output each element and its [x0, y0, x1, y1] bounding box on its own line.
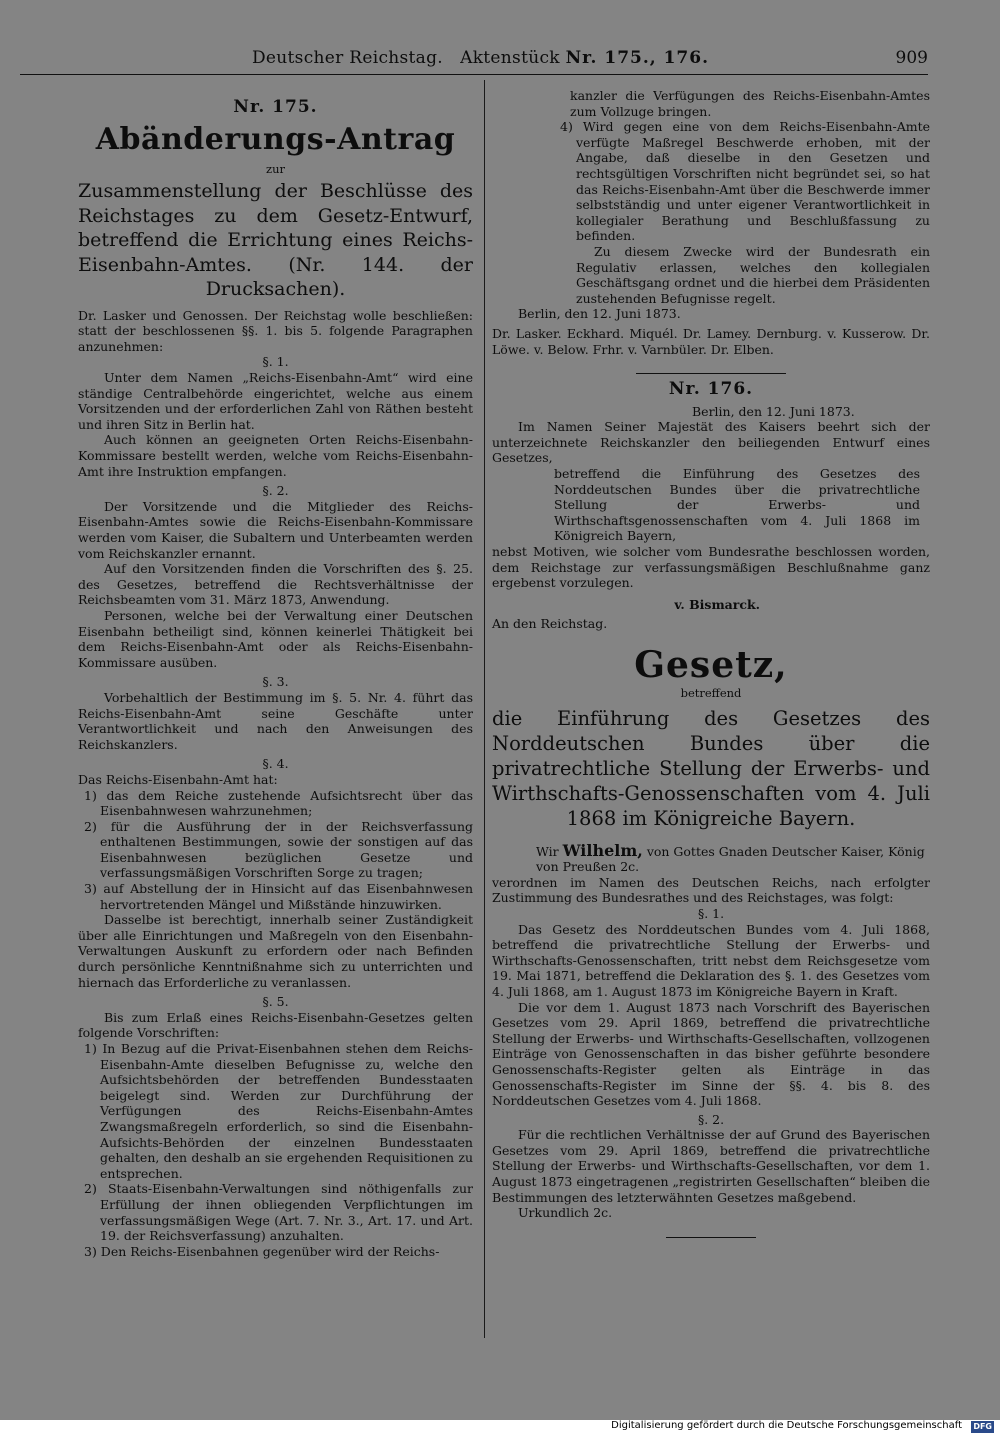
aktenstueck-label: Aktenstück	[460, 48, 560, 68]
section-5-intro: Bis zum Erlaß eines Reichs-Eisenbahn-Gesetzes gelten folgende Vorschriften:	[78, 1009, 473, 1041]
section-5-item: 1) In Bezug auf die Privat-Eisenbahnen stehen dem Reichs-Eisenbahn-Amte dieselben Befugnisse zu, welche den Aufsichtsbehörden der betreffenden Bundesstaaten beigelegt sind. Werden zur Durchführung der Verfügungen des Reichs-Eisenbahn-Amtes Zwangsmaßregeln erforderlich, so sind die Eisenbahn-Aufsichts-Behörden der einzelnen Bundesstaaten gehalten, den deshalb an sie ergehenden Requisitionen zu entsprechen.	[84, 1041, 473, 1181]
title-connector: zur	[266, 161, 285, 176]
place-date-175: Berlin, den 12. Juni 1873.	[518, 306, 681, 322]
monarch-titles: von Gottes Gnaden Deutscher Kaiser, König von Preußen 2c.	[536, 843, 925, 875]
section-4-heading: §. 4.	[262, 756, 289, 772]
document-numbers: Nr. 175., 176.	[565, 48, 710, 68]
section-4-intro: Das Reichs-Eisenbahn-Amt hat:	[78, 771, 278, 787]
section-2-heading: §. 2.	[262, 483, 289, 499]
end-rule	[666, 1237, 756, 1238]
section-3-paragraph-1: Vorbehaltlich der Bestimmung im §. 5. Nr. 4. führt das Reichs-Eisenbahn-Amt seine Geschäfte unter Verantwortlichkeit und nach den Anweisungen des Reichskanzlers.	[78, 689, 473, 752]
section-5-item: 2) Staats-Eisenbahn-Verwaltungen sind nöthigenfalls zur Erfüllung der ihnen obliegenden Verpflichtungen im verfassungsmäßigen Wege (Art. 7. Nr. 3., Art. 17. und Art. 19. der Reichsverfassung) anzuhalten.	[84, 1181, 473, 1244]
item-3-continuation: kanzler die Verfügungen des Reichs-Eisenbahn-Amtes zum Vollzuge bringen.	[570, 88, 930, 119]
doc-number-175: Nr. 175.	[233, 97, 318, 117]
enacting-formula	[492, 840, 930, 875]
monarch-name: Wilhelm,	[562, 840, 643, 860]
law-heading: Gesetz,	[634, 644, 788, 686]
section-1-paragraph-1: Unter dem Namen „Reichs-Eisenbahn-Amt“ wird eine ständige Centralbehörde eingerichtet, welche aus einem Vorsitzenden und der erforderlichen Zahl von Räthen besteht und ihren Sitz in Berlin hat.	[78, 370, 473, 432]
section-5-heading: §. 5.	[262, 994, 289, 1010]
section-4-paragraph-2: Dasselbe ist berechtigt, innerhalb seiner Zuständigkeit über alle Einrichtungen und Maßregeln von den Eisenbahn-Verwaltungen Auskunft zu erfordern oder nach Befinden durch persönliche Kenntnißnahme sich zu unterrichten und hiernach das Erforderliche zu veranlassen.	[78, 912, 473, 990]
intro-paragraph: Dr. Lasker und Genossen. Der Reichstag wolle beschließen: statt der beschlossenen §§. 1. bis 5. folgende Paragraphen anzunehmen:	[78, 307, 473, 354]
funding-note: Digitalisierung gefördert durch die Deutsche Forschungsgemeinschaft	[611, 1420, 962, 1431]
header-rule	[20, 74, 928, 75]
section-separator	[636, 373, 786, 374]
law-section-1-paragraph-2: Die vor dem 1. August 1873 nach Vorschrift des Bayerischen Gesetzes vom 29. April 1869, betreffend die privatrechtliche Stellung der Erwerbs- und Wirthschafts-Gesellschaften, vollzogenen Einträge von Genossenschaften in das bisher geführte besondere Genossenschafts-Register gelten als Einträge in das Genossenschafts-Register im Sinne der §§. 4. bis 8. des Norddeutschen Gesetzes vom 4. Juli 1868.	[492, 999, 930, 1109]
amendment-subtitle: Zusammenstellung der Beschlüsse des Reichstages zu dem Gesetz-Entwurf, betreffend die Errichtung eines Reichs-Eisenbahn-Amtes. (Nr. 144. der Drucksachen).	[78, 180, 473, 301]
doc-number-176: Nr. 176.	[668, 379, 754, 400]
dfg-logo: DFG	[973, 1422, 992, 1431]
section-4-item: 2) für die Ausführung der in der Reichsverfassung enthaltenen Bestimmungen, sowie der sonstigen auf das Eisenbahnwesen bezüglichen Gesetze und verfassungsmäßigen Vorschriften Sorge zu tragen;	[84, 818, 473, 881]
place-date-176: Berlin, den 12. Juni 1873.	[692, 403, 855, 419]
section-1-paragraph-2: Auch können an geeigneten Orten Reichs-Eisenbahn-Kommissare bestellt werden, welche vom Reichs-Eisenbahn-Amt ihre Instruktion empfangen.	[78, 432, 473, 479]
left-column	[78, 92, 473, 1259]
enacting-clause: verordnen im Namen des Deutschen Reichs, nach erfolgter Zustimmung des Bundesrathes und des Reichstages, was folgt:	[492, 874, 930, 906]
closing-formula: Urkundlich 2c.	[518, 1205, 613, 1221]
section-4-item: 1) das dem Reiche zustehende Aufsichtsrecht über das Eisenbahnwesen wahrzunehmen;	[84, 787, 473, 819]
page-number: 909	[895, 48, 928, 68]
law-connector: betreffend	[680, 686, 742, 700]
law-section-2-heading: §. 2.	[697, 1111, 725, 1127]
section-4-item: 3) auf Abstellung der in Hinsicht auf das Eisenbahnwesen hervortretenden Mängel und Mißstände hinzuwirken.	[84, 881, 473, 912]
right-column	[492, 88, 930, 1248]
amendment-title: Abänderungs-Antrag	[95, 121, 456, 157]
running-title: Deutscher Reichstag.	[252, 48, 443, 68]
letter-paragraph-2: betreffend die Einführung des Gesetzes des Norddeutschen Bundes über die privatrechtliche Stellung der Erwerbs- und Wirthschaftsgenossenschaften vom 4. Juli 1868 im Königreich Bayern,	[554, 466, 920, 544]
section-2-paragraph-3: Personen, welche bei der Verwaltung einer Deutschen Eisenbahn betheiligt sind, können keinerlei Thätigkeit bei dem Reichs-Eisenbahn-Amt oder als Reichs-Eisenbahn-Kommissare ausüben.	[78, 607, 473, 670]
section-2-paragraph-2: Auf den Vorsitzenden finden die Vorschriften des §. 25. des Gesetzes, betreffend die Rechtsverhältnisse der Reichsbeamten vom 31. März 1873, Anwendung.	[78, 561, 473, 608]
law-section-2-paragraph-1: Für die rechtlichen Verhältnisse der auf Grund des Bayerischen Gesetzes vom 29. April 1869, betreffend die privatrechtliche Stellung der Erwerbs- und Wirthschafts-Gesellschaften, vor dem 1. August 1873 eingetragenen „registrirten Gesellschaften“ bleiben die Bestimmungen des letzterwähnten Gesetzes maßgebend.	[492, 1127, 930, 1205]
header-title-group	[252, 48, 709, 68]
column-divider	[484, 80, 485, 1338]
wir-word: Wir	[536, 843, 559, 859]
letter-paragraph-3: nebst Motiven, wie solcher vom Bundesrathe beschlossen worden, dem Reichstage zur verfassungsmäßigen Beschlußnahme ganz ergebenst vorzulegen.	[492, 544, 930, 591]
section-1-heading: §. 1.	[262, 354, 289, 370]
addressee: An den Reichstag.	[492, 616, 608, 632]
law-section-1-paragraph-1: Das Gesetz des Norddeutschen Bundes vom 4. Juli 1868, betreffend die privatrechtliche Stellung der Erwerbs- und Wirthschafts-Genossenschaften, tritt nebst dem Reichsgesetze vom 19. Mai 1871, betreffend die Deklaration des §. 1. des Gesetzes vom 4. Juli 1868, am 1. August 1873 im Königreiche Bayern in Kraft.	[492, 921, 930, 999]
section-2-paragraph-1: Der Vorsitzende und die Mitglieder des Reichs-Eisenbahn-Amtes sowie die Reichs-Eisenbahn-Kommissare werden vom Kaiser, die Subaltern und Unterbeamten werden vom Reichskanzler ernannt.	[78, 498, 473, 561]
law-section-1-heading: §. 1.	[697, 905, 725, 921]
item-4: 4) Wird gegen eine von dem Reichs-Eisenbahn-Amte verfügte Maßregel Beschwerde erhoben, mit der Angabe, daß dieselbe in den Gesetzen und rechtsgültigen Vorschriften nicht begründet sei, so hat das Reichs-Eisenbahn-Amt über die Beschwerde immer selbstständig und unter eigener Verantwortlichkeit in kollegialer Berathung und Beschlußfassung zu befinden.	[560, 119, 930, 244]
digitization-footer	[0, 1420, 1000, 1432]
signature-bismarck: v. Bismarck.	[674, 596, 760, 612]
section-3-heading: §. 3.	[262, 674, 289, 690]
letter-paragraph-1: Im Namen Seiner Majestät des Kaisers beehrt sich der unterzeichnete Reichskanzler den beiliegenden Entwurf eines Gesetzes,	[492, 419, 930, 466]
signatories: Dr. Lasker. Eckhard. Miquél. Dr. Lamey. Dernburg. v. Kusserow. Dr. Löwe. v. Below. Frhr. v. Varnbüler. Dr. Elben.	[492, 325, 930, 357]
law-title: die Einführung des Gesetzes des Norddeutschen Bundes über die privatrechtliche Stellung der Erwerbs- und Wirthschafts-Genossenschaften vom 4. Juli 1868 im Königreiche Bayern.	[492, 706, 930, 830]
section-5-item: 3) Den Reichs-Eisenbahnen gegenüber wird der Reichs-	[84, 1243, 440, 1259]
running-header	[20, 44, 928, 74]
item-4-paragraph-2: Zu diesem Zwecke wird der Bundesrath ein Regulativ erlassen, welches den kollegialen Geschäftsgang ordnet und die hierbei dem Präsidenten zustehenden Befugnisse regelt.	[576, 243, 930, 306]
